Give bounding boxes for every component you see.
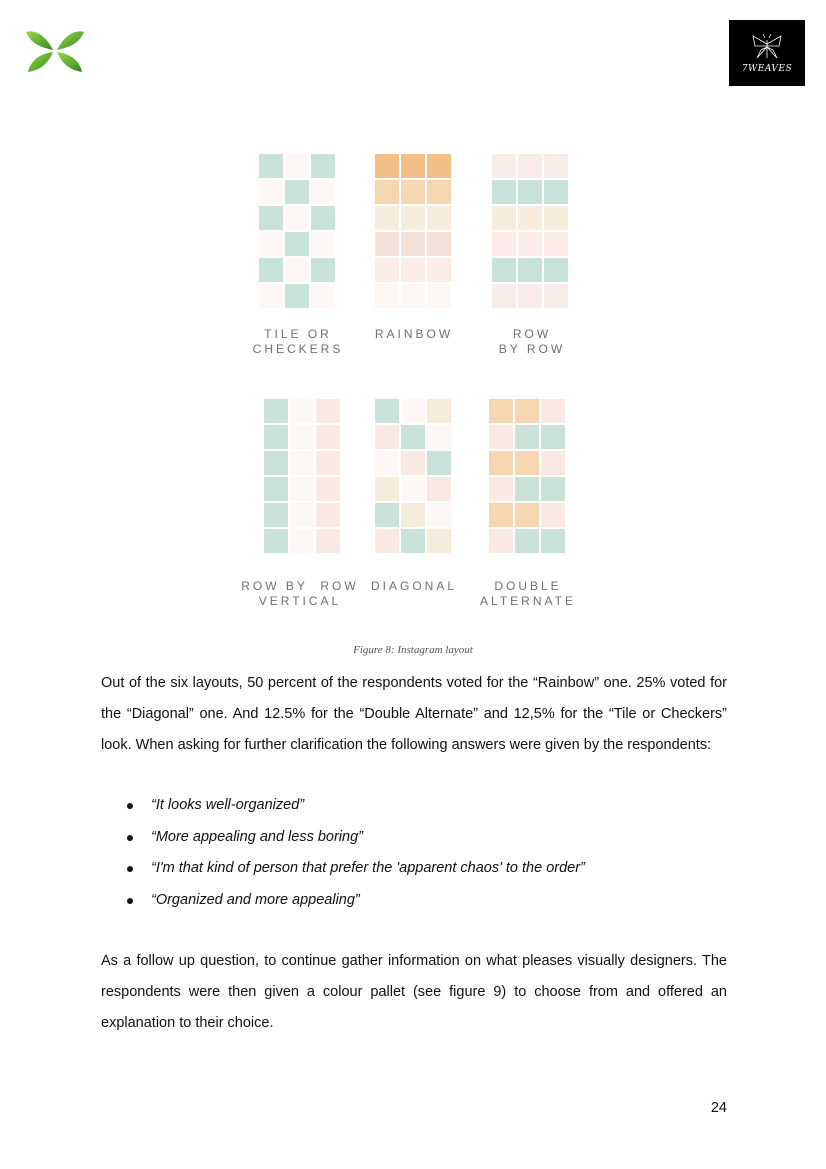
grid-tile xyxy=(264,503,288,527)
grid-tile xyxy=(544,284,568,308)
layout-label-rainbow: RAINBOW xyxy=(374,327,454,341)
grid-tile xyxy=(492,232,516,256)
layout-grid-row-by-row-vertical xyxy=(264,399,340,553)
layout-label-row-by-row: ROW BY ROW xyxy=(498,327,566,356)
grid-tile xyxy=(259,232,283,256)
page-number: 24 xyxy=(710,1100,727,1116)
grid-tile xyxy=(515,451,539,475)
grid-tile xyxy=(285,206,309,230)
grid-tile xyxy=(541,477,565,501)
layout-grid-double-alternate xyxy=(489,399,565,553)
grid-tile xyxy=(544,154,568,178)
grid-tile xyxy=(541,425,565,449)
grid-tile xyxy=(285,232,309,256)
grid-tile xyxy=(427,451,451,475)
grid-tile xyxy=(427,232,451,256)
brand-name: 7WEAVES xyxy=(741,64,793,74)
quote-item: “It looks well-organized” xyxy=(101,790,727,822)
grid-tile xyxy=(401,529,425,553)
grid-tile xyxy=(316,477,340,501)
grid-tile xyxy=(518,232,542,256)
grid-tile xyxy=(401,399,425,423)
body-paragraph: Out of the six layouts, 50 percent of the respondents voted for the “Rainbow” one. 25% voted for the “Diagonal” one. And 12.5% for the “Double Alternate” and 12,5% for the “Tile or Checkers” look. When asking for further clarification the following answers were given by the respondents: xyxy=(101,675,727,753)
grid-tile xyxy=(544,206,568,230)
grid-tile xyxy=(427,529,451,553)
grid-tile xyxy=(290,425,314,449)
grid-tile xyxy=(316,451,340,475)
grid-tile xyxy=(375,503,399,527)
grid-tile xyxy=(515,477,539,501)
grid-tile xyxy=(518,284,542,308)
grid-tile xyxy=(259,154,283,178)
grid-tile xyxy=(259,258,283,282)
grid-tile xyxy=(375,451,399,475)
layout-label-row-by-row-vertical: ROW BY ROW VERTICAL xyxy=(241,579,359,608)
grid-tile xyxy=(290,399,314,423)
grid-tile xyxy=(401,232,425,256)
grid-tile xyxy=(427,180,451,204)
grid-tile xyxy=(401,477,425,501)
grid-tile xyxy=(290,451,314,475)
grid-tile xyxy=(290,477,314,501)
grid-tile xyxy=(492,180,516,204)
grid-tile xyxy=(515,529,539,553)
grid-tile xyxy=(489,503,513,527)
grid-tile xyxy=(518,206,542,230)
grid-tile xyxy=(427,258,451,282)
grid-tile xyxy=(427,503,451,527)
grid-tile xyxy=(401,284,425,308)
grid-tile xyxy=(259,206,283,230)
grid-tile xyxy=(427,154,451,178)
layout-label-tile-or-checkers: TILE OR CHECKERS xyxy=(252,327,344,356)
grid-tile xyxy=(518,258,542,282)
grid-tile xyxy=(375,258,399,282)
grid-tile xyxy=(541,399,565,423)
grid-tile xyxy=(518,154,542,178)
grid-tile xyxy=(401,451,425,475)
grid-tile xyxy=(401,206,425,230)
grid-tile xyxy=(489,425,513,449)
grid-tile xyxy=(427,206,451,230)
grid-tile xyxy=(316,529,340,553)
grid-tile xyxy=(401,258,425,282)
grid-tile xyxy=(544,232,568,256)
grid-tile xyxy=(375,477,399,501)
grid-tile xyxy=(489,451,513,475)
figure-caption: Figure 8: Instagram layout xyxy=(353,644,473,656)
grid-tile xyxy=(264,425,288,449)
grid-tile xyxy=(375,180,399,204)
grid-tile xyxy=(489,399,513,423)
grid-tile xyxy=(311,232,335,256)
layout-grid-diagonal xyxy=(375,399,451,553)
quote-list xyxy=(101,790,727,916)
grid-tile xyxy=(264,529,288,553)
grid-tile xyxy=(259,180,283,204)
grid-tile xyxy=(311,258,335,282)
quote-item: “Organized and more appealing” xyxy=(101,885,727,917)
grid-tile xyxy=(427,425,451,449)
grid-tile xyxy=(375,399,399,423)
grid-tile xyxy=(401,425,425,449)
grid-tile xyxy=(515,399,539,423)
grid-tile xyxy=(316,399,340,423)
grid-tile xyxy=(489,477,513,501)
grid-tile xyxy=(285,180,309,204)
grid-tile xyxy=(311,284,335,308)
grid-tile xyxy=(311,206,335,230)
body-paragraph: As a follow up question, to continue gather information on what pleases visually designers. The respondents were then given a colour pallet (see figure 9) to choose from and offered an explanation to their choice. xyxy=(101,953,727,1031)
grid-tile xyxy=(541,503,565,527)
grid-tile xyxy=(515,425,539,449)
grid-tile xyxy=(311,180,335,204)
grid-tile xyxy=(316,425,340,449)
grid-tile xyxy=(264,477,288,501)
quote-item: “I'm that kind of person that prefer the 'apparent chaos' to the order” xyxy=(101,853,727,885)
grid-tile xyxy=(375,206,399,230)
grid-tile xyxy=(285,154,309,178)
grid-tile xyxy=(311,154,335,178)
layout-grid-tile-or-checkers xyxy=(259,154,335,308)
grid-tile xyxy=(375,232,399,256)
grid-tile xyxy=(285,258,309,282)
quote-item: “More appealing and less boring” xyxy=(101,822,727,854)
grid-tile xyxy=(316,503,340,527)
grid-tile xyxy=(492,206,516,230)
grid-tile xyxy=(375,425,399,449)
layout-grid-rainbow xyxy=(375,154,451,308)
layout-label-double-alternate: DOUBLE ALTERNATE xyxy=(480,579,576,608)
grid-tile xyxy=(427,399,451,423)
grid-tile xyxy=(515,503,539,527)
grid-tile xyxy=(492,258,516,282)
grid-tile xyxy=(401,154,425,178)
grid-tile xyxy=(285,284,309,308)
grid-tile xyxy=(290,503,314,527)
grid-tile xyxy=(518,180,542,204)
grid-tile xyxy=(401,180,425,204)
grid-tile xyxy=(544,258,568,282)
grid-tile xyxy=(290,529,314,553)
grid-tile xyxy=(427,284,451,308)
grid-tile xyxy=(541,451,565,475)
grid-tile xyxy=(375,284,399,308)
grid-tile xyxy=(492,154,516,178)
layout-label-diagonal: DIAGONAL xyxy=(370,579,457,593)
grid-tile xyxy=(264,399,288,423)
grid-tile xyxy=(492,284,516,308)
layout-grid-row-by-row xyxy=(492,154,568,308)
grid-tile xyxy=(489,529,513,553)
grid-tile xyxy=(401,503,425,527)
grid-tile xyxy=(541,529,565,553)
grid-tile xyxy=(375,154,399,178)
grid-tile xyxy=(264,451,288,475)
grid-tile xyxy=(427,477,451,501)
grid-tile xyxy=(544,180,568,204)
grid-tile xyxy=(375,529,399,553)
grid-tile xyxy=(259,284,283,308)
